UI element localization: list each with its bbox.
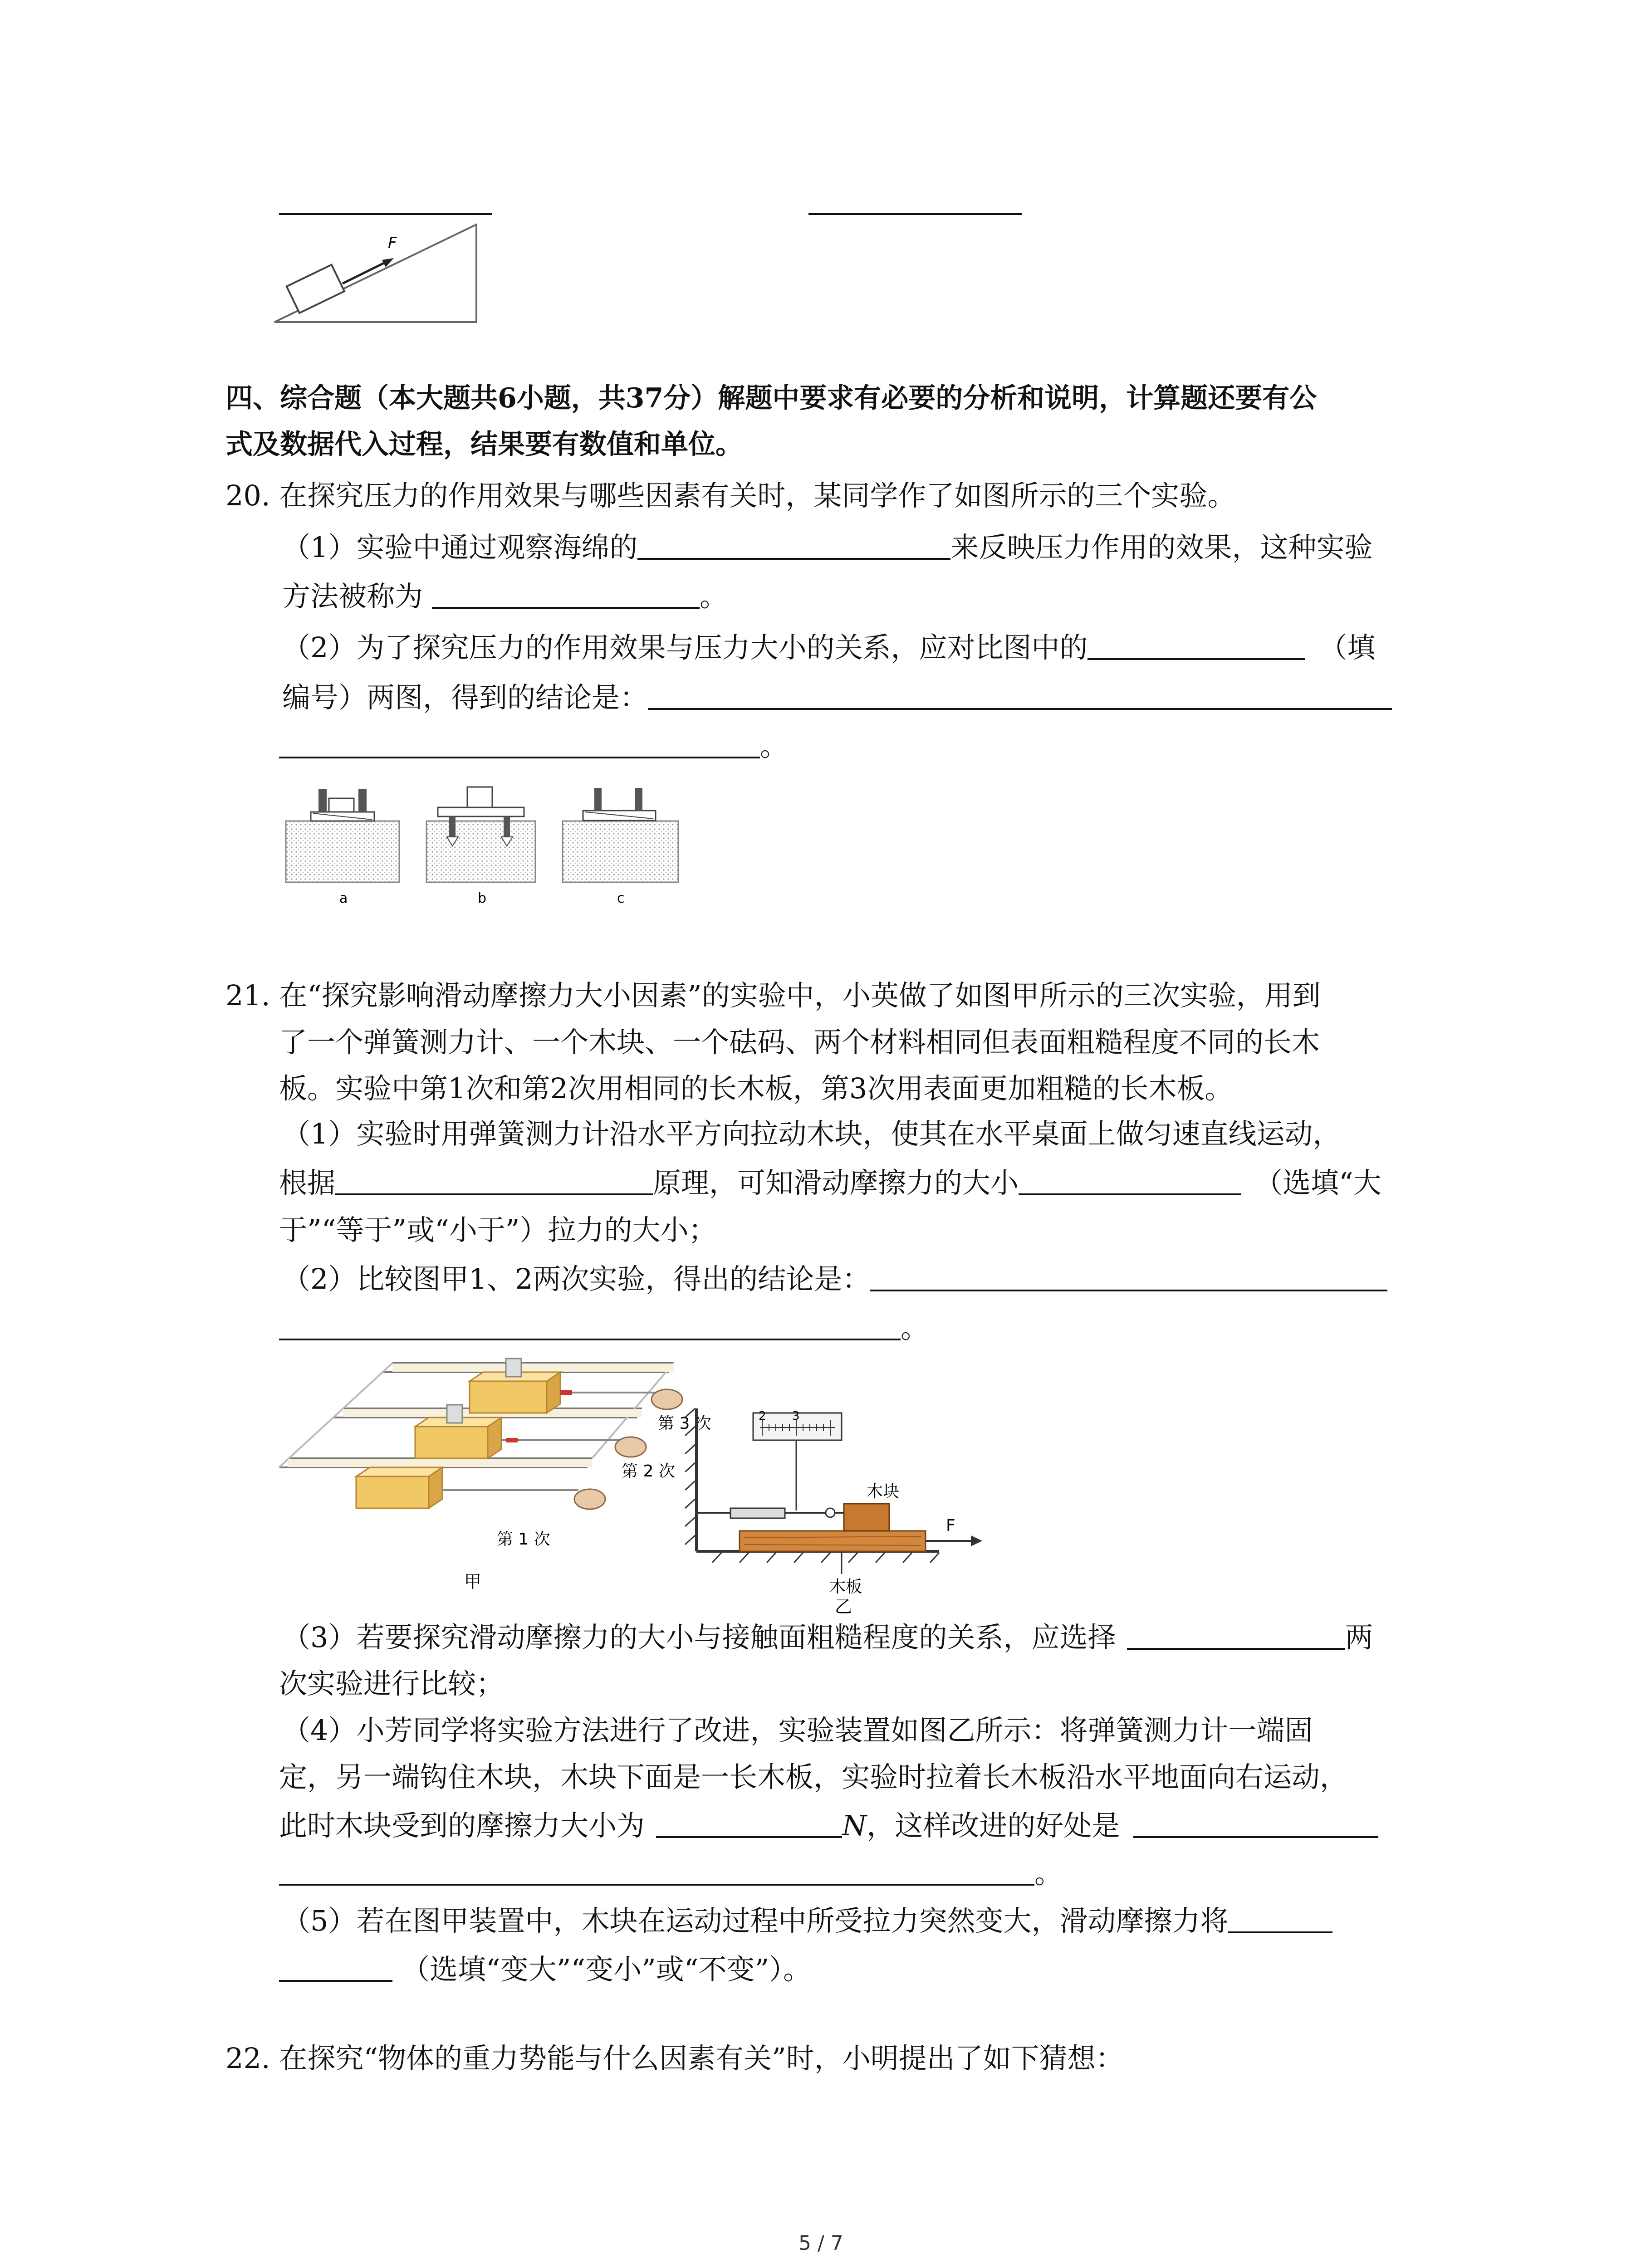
- q21-part5-line1: （5）若在图甲装置中，木块在运动过程中所受拉力突然变大，滑动摩擦力将: [282, 1903, 1332, 1939]
- q21-part3-line1: （3）若要探究滑动摩擦力的大小与接触面粗糙程度的关系，应选择 两: [282, 1621, 1373, 1654]
- q21-part4-line1: （4）小芳同学将实验方法进行了改进，实验装置如图乙所示：将弹簧测力计一端固: [282, 1714, 1313, 1747]
- incline-block: [287, 265, 344, 313]
- q21-part2-line2: 。: [279, 1310, 929, 1346]
- q20-blank-conclusion-b[interactable]: [279, 728, 760, 758]
- q21-blank-conclusion-a[interactable]: [870, 1261, 1387, 1291]
- section4-heading-line2: 式及数据代入过程，结果要有数值和单位。: [225, 429, 743, 460]
- figure-b-label: b: [478, 890, 487, 906]
- hand-trial3: [652, 1389, 682, 1409]
- q21-number: 21.: [225, 979, 270, 1012]
- q21-stem-line1: 21. 在“探究影响滑动摩擦力大小因素”的实验中，小英做了如图甲所示的三次实验，用到: [225, 979, 1321, 1012]
- label-trial3: 第 3 次: [658, 1414, 711, 1433]
- top-answer-line-right: [808, 213, 1022, 215]
- force-label: F: [388, 234, 397, 252]
- block-trial1: [356, 1467, 578, 1508]
- q21-blank-conclusion-b[interactable]: [279, 1310, 901, 1340]
- q20-stem: 20. 在探究压力的作用效果与哪些因素有关时，某同学作了如图所示的三个实验。: [225, 479, 1236, 512]
- q21-stem-line3: 板。实验中第1次和第2次用相同的长木板，第3次用表面更加粗糙的长木板。: [279, 1072, 1233, 1105]
- q20-blank-figures[interactable]: [1087, 630, 1305, 660]
- figure-c: [563, 788, 678, 906]
- q21-part4-line3: 此时木块受到的摩擦力大小为 N，这样改进的好处是: [279, 1808, 1378, 1844]
- caption-jia: 甲: [464, 1572, 482, 1592]
- q21-part2-line1: （2）比较图甲1、2两次实验，得出的结论是：: [282, 1261, 1387, 1297]
- wood-block: [844, 1504, 889, 1531]
- q22-stem: 22. 在探究“物体的重力势能与什么因素有关”时，小明提出了如下猜想：: [225, 2042, 1124, 2075]
- q20-part2-line1: （2）为了探究压力的作用效果与压力大小的关系，应对比图中的 （填: [282, 631, 1376, 664]
- q20-part2-line2: 编号）两图，得到的结论是：: [282, 679, 1392, 716]
- label-block: 木块: [867, 1482, 900, 1501]
- q21-figure-yi: [685, 1399, 1003, 1617]
- caption-yi: 乙: [835, 1597, 852, 1617]
- q21-blank-trials[interactable]: [1127, 1620, 1345, 1650]
- q21-blank-benefit-a[interactable]: [1133, 1808, 1378, 1838]
- q22-number: 22.: [225, 2042, 270, 2075]
- force-arrow: [343, 262, 386, 284]
- q21-part4-line4: 。: [279, 1855, 1063, 1892]
- scale-mark-3: 3: [792, 1409, 800, 1423]
- q20-blank-observe[interactable]: [637, 530, 950, 560]
- q21-blank-friction-change-b[interactable]: [279, 1952, 392, 1982]
- q20-part1-line1: （1）实验中通过观察海绵的 来反映压力作用的效果，这种实验: [282, 531, 1373, 564]
- q21-part1-line3: 于”“等于”或“小于”）拉力的大小；: [279, 1213, 717, 1246]
- label-force: F: [946, 1516, 955, 1535]
- q21-figure-jia: [279, 1354, 711, 1608]
- label-trial2: 第 2 次: [622, 1462, 675, 1481]
- hand-trial2: [615, 1437, 646, 1457]
- q20-blank-method[interactable]: [432, 579, 700, 609]
- q21-part5-line2: （选填“变大”“变小”或“不变”）。: [279, 1951, 811, 1988]
- q20-sponge-figures: [286, 778, 685, 914]
- q21-part1-line2: 根据 原理，可知滑动摩擦力的大小 （选填“大: [279, 1166, 1381, 1199]
- q21-part3-line2: 次实验进行比较；: [279, 1667, 505, 1700]
- q20-blank-conclusion-a[interactable]: [648, 680, 1392, 710]
- figure-a-label: a: [339, 890, 348, 906]
- long-board: [740, 1531, 926, 1551]
- label-trial1: 第 1 次: [497, 1530, 550, 1549]
- scale-mark-2: 2: [759, 1409, 766, 1423]
- figure-a: [286, 789, 399, 906]
- incline-figure: [272, 220, 485, 324]
- section4-heading-line1: 四、综合题（本大题共6小题，共37分）解题中要求有必要的分析和说明，计算题还要有公: [225, 382, 1317, 414]
- q21-blank-friction-value[interactable]: [656, 1808, 842, 1838]
- q21-stem-line2: 了一个弹簧测力计、一个木块、一个砝码、两个材料相同但表面粗糙程度不同的长木: [279, 1026, 1320, 1059]
- q21-blank-compare[interactable]: [1019, 1165, 1241, 1195]
- q21-part4-line2: 定，另一端钩住木块，木块下面是一长木板，实验时拉着长木板沿水平地面向右运动，: [279, 1760, 1348, 1794]
- label-board: 木板: [829, 1578, 862, 1596]
- q21-part1-line1: （1）实验时用弹簧测力计沿水平方向拉动木块，使其在水平桌面上做匀速直线运动，: [282, 1117, 1341, 1150]
- q20-part1-line2: 方法被称为 。: [282, 580, 728, 613]
- q21-blank-principle[interactable]: [335, 1165, 653, 1195]
- hand-trial1: [574, 1489, 605, 1509]
- q21-blank-benefit-b[interactable]: [279, 1856, 1034, 1886]
- figure-c-label: c: [617, 890, 625, 906]
- q20-part2-line3: 。: [279, 728, 788, 764]
- top-answer-line-left: [279, 213, 492, 215]
- page-number: 5 / 7: [798, 2232, 843, 2255]
- q20-number: 20.: [225, 479, 270, 512]
- figure-b: [426, 787, 535, 906]
- q21-blank-friction-change-a[interactable]: [1228, 1903, 1332, 1933]
